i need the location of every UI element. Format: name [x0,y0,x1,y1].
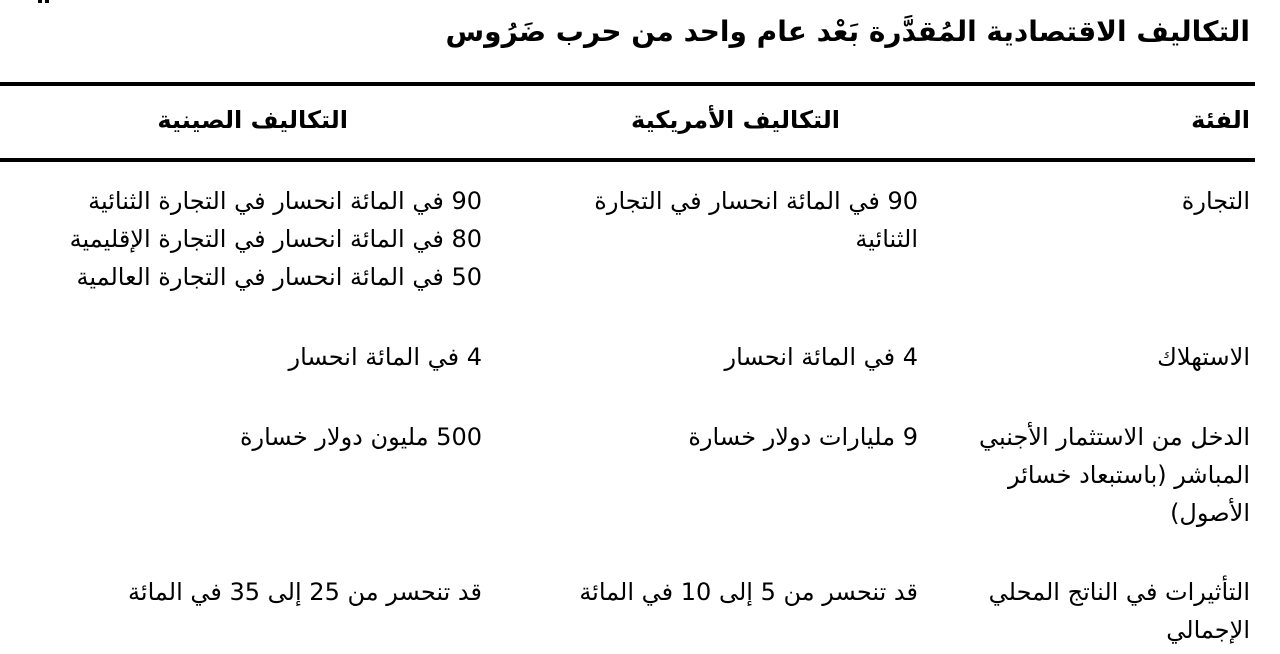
cell-line: 90 في المائة انحسار في التجارة الثنائية [88,187,482,215]
cell-line: التجارة [1181,187,1250,215]
cell-line: الإجمالي [1166,616,1250,644]
cell-line: المباشر (باستبعاد خسائر [1007,461,1250,489]
row-gdp-us [538,573,918,611]
row-consumption-china [12,338,482,376]
row-fdi-category [930,418,1250,532]
cell-line: الأصول) [1170,499,1250,527]
cell-line: التأثيرات في الناتج المحلي [988,578,1250,606]
cell-line: الدخل من الاستثمار الأجنبي [978,423,1250,451]
row-gdp-category [930,573,1250,649]
header-category: الفئة [1191,106,1250,134]
header-rule [0,158,1255,162]
cell-line: قد تنحسر من 5 إلى 10 في المائة [579,578,918,606]
row-fdi-china [12,418,482,456]
row-gdp-china [12,573,482,611]
cell-line: الاستهلاك [1157,343,1250,371]
cell-line: الثنائية [855,225,918,253]
cell-line: 90 في المائة انحسار في التجارة [594,187,918,215]
row-trade-category [930,182,1250,220]
cell-line: 4 في المائة انحسار [724,343,918,371]
row-fdi-us [538,418,918,456]
cell-line: 80 في المائة انحسار في التجارة الإقليمية [69,225,482,253]
header-us-costs: التكاليف الأمريكية [631,106,840,134]
top-rule [0,82,1255,86]
row-consumption-category [930,338,1250,376]
cell-line: 4 في المائة انحسار [288,343,482,371]
cell-line: قد تنحسر من 25 إلى 35 في المائة [128,578,482,606]
row-consumption-us [538,338,918,376]
row-trade-us [538,182,918,258]
cell-line: 50 في المائة انحسار في التجارة العالمية [76,263,482,291]
cell-line: 500 مليون دولار خسارة [239,423,482,451]
cropped-text-fragment [32,0,52,3]
cell-line: 9 مليارات دولار خسارة [688,423,918,451]
table-title: التكاليف الاقتصادية المُقدَّرة بَعْد عام واحد من حرب ضَرُوس [445,15,1250,48]
row-trade-china [12,182,482,296]
header-china-costs: التكاليف الصينية [157,106,348,134]
